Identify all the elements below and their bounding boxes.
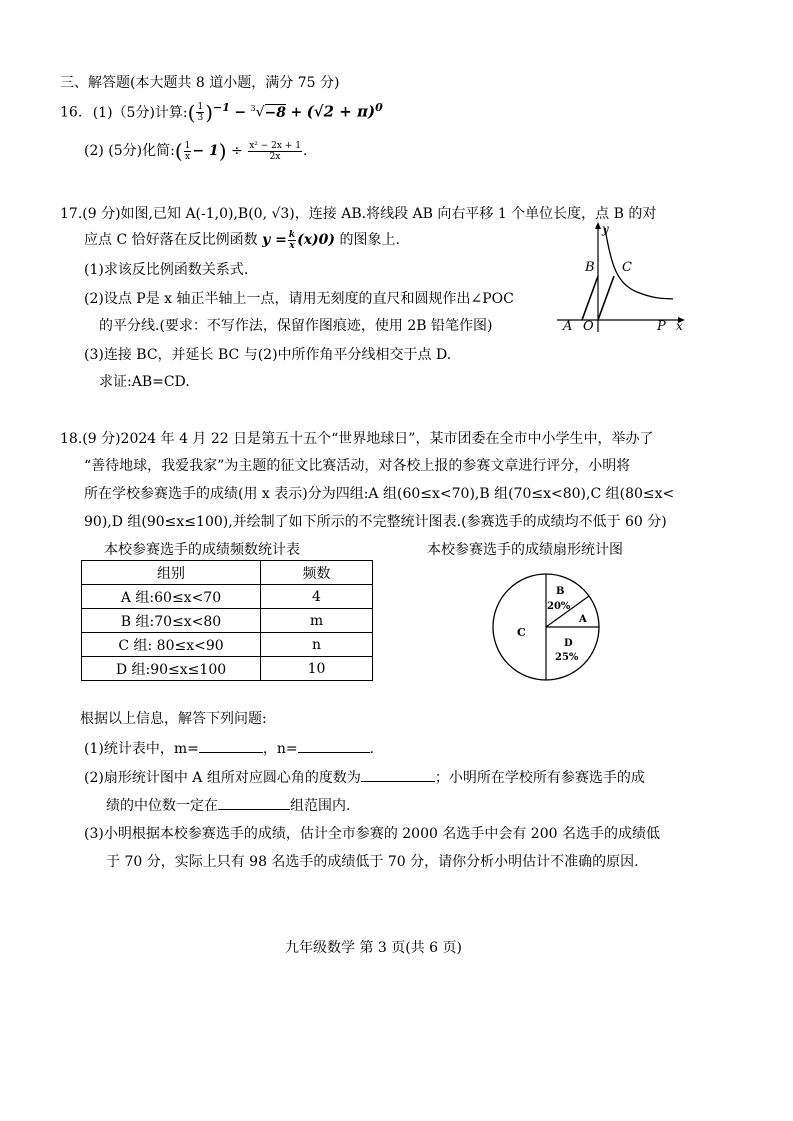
- pie-label-b-pct: 20%: [547, 601, 571, 612]
- q17-sub3a: (3)连接 BC，并延长 BC 与(2)中所作角平分线相交于点 D.: [84, 347, 452, 363]
- q18-line2: “善待地球，我爱我家”为主题的征文比赛活动，对各校上报的参赛文章进行评分，小明将: [84, 458, 631, 474]
- table-cell-group: A 组:60≤x<70: [82, 585, 261, 609]
- q17-sub2a: (2)设点 P是 x 轴正半轴上一点，请用无刻度的直尺和圆规作出∠POC: [84, 291, 514, 307]
- q18-answer3a: (3)小明根据本校参赛选手的成绩，估计全市参赛的 2000 名选手中会有 200 名选手的成绩低: [84, 826, 660, 842]
- q18-answer3b: 于 70 分，实际上只有 98 名选手的成绩低于 70 分，请你分析小明估计不准确的原因.: [106, 854, 639, 870]
- q16-root-index: 3: [250, 104, 256, 113]
- blank-median-group[interactable]: [218, 795, 290, 810]
- q16-p2-inner-num: 1: [184, 140, 191, 151]
- q17-figure: [555, 220, 695, 338]
- section-title: 三、解答题(本大题共 8 道小题，满分 75 分): [60, 75, 340, 91]
- q16-frac-den: 3: [197, 113, 204, 124]
- segment-oc: [598, 276, 614, 320]
- table-cell-frequency: m: [261, 609, 373, 633]
- q17-sub3b: 求证:AB=CD.: [99, 374, 190, 390]
- fig-label-a: A: [563, 319, 573, 334]
- table-header-group: 组别: [82, 561, 261, 585]
- table-cell-group: B 组:70≤x<80: [82, 609, 261, 633]
- q17-sub2b: 的平分线.(要求：不写作法，保留作图痕迹，使用 2B 铅笔作图): [99, 318, 493, 334]
- q16-p2-label: (2) (5分)化简:: [84, 143, 175, 159]
- q17-func-lhs: y =: [262, 232, 287, 248]
- q16-plus: +: [290, 104, 303, 121]
- fig-label-p: P: [657, 319, 666, 334]
- q16-part2: (2) (5分)化简:( $\frac{1}{x}$ − 1) ÷ $\frac{\text{x² − 2x + 1}}{2x}$ .: [84, 139, 308, 163]
- pie-label-a: A: [579, 614, 587, 625]
- table-row: [82, 633, 373, 657]
- pie-label-d: D: [564, 638, 573, 649]
- frequency-table: [81, 560, 373, 681]
- q18-a2-text: (2)扇形统计图中 A 组所对应圆心角的度数为: [84, 770, 361, 786]
- pie-label-d-pct: 25%: [555, 652, 579, 663]
- q18-a1-n-label: ，n=: [262, 741, 298, 757]
- q16-part1: 16. (1)（5分)计算:( $\frac{1}{3}$ )$^{-1} - ^3√-8 + (√2 + \pi)^0$: [60, 100, 383, 125]
- pie-chart: [490, 570, 610, 690]
- q18-intro: 根据以上信息，解答下列问题:: [80, 711, 267, 727]
- table-header-frequency: 频数: [261, 561, 373, 585]
- q16-p1-label: (1)（5分)计算:: [92, 104, 188, 121]
- q16-number: 16.: [60, 104, 83, 121]
- q16-radicand: −8: [264, 104, 287, 121]
- fig-label-y: y: [602, 222, 609, 236]
- q16-p2-inner-den: x: [184, 151, 191, 162]
- blank-angle[interactable]: [361, 767, 435, 782]
- q18-answer2b: [106, 795, 350, 816]
- q18-a2-text3: 绩的中位数一定在: [106, 798, 218, 814]
- page-footer: 九年级数学 第 3 页(共 6 页): [285, 940, 462, 956]
- q16-exp2: 0: [375, 101, 383, 114]
- q17-line2-text: 应点 C 恰好落在反比例函数: [84, 232, 258, 248]
- q16-p2-end: .: [302, 143, 308, 159]
- q16-paren-content: (√2 + π): [306, 102, 376, 121]
- table-row: [82, 657, 373, 681]
- q18-line3: 所在学校参赛选手的成绩(用 x 表示)分为四组:A 组(60≤x<70),B 组(70≤x<80),C 组(80≤x<: [84, 486, 675, 502]
- q16-p2-inner-rest: − 1: [192, 143, 219, 159]
- q16-exp: −1: [213, 101, 230, 114]
- table-cell-frequency: 10: [261, 657, 373, 681]
- q18-a2-text2: ；小明所在学校所有参赛选手的成: [434, 770, 645, 786]
- pie-title: 本校参赛选手的成绩扇形统计图: [427, 542, 623, 558]
- q18-answer1: [84, 738, 374, 759]
- blank-m[interactable]: [199, 738, 263, 753]
- q16-minus: −: [234, 104, 247, 121]
- blank-n[interactable]: [298, 738, 370, 753]
- q17-func-cond: (x)0): [297, 232, 336, 248]
- table-row: [82, 609, 373, 633]
- q17-sub1: (1)求该反比例函数关系式.: [84, 262, 249, 278]
- table-cell-frequency: n: [261, 633, 373, 657]
- q18-line1: 18.(9 分)2024 年 4 月 22 日是第五十五个“世界地球日”，某市团委在全市中小学生中，举办了: [60, 431, 654, 447]
- segment-ab: [582, 276, 598, 320]
- q18-a2-text4: 组范围内.: [290, 798, 351, 814]
- fig-label-c: C: [622, 260, 632, 275]
- q17-line1: 17.(9 分)如图,已知 A(-1,0),B(0, √3)，连接 AB.将线段 AB 向右平移 1 个单位长度，点 B 的对: [60, 206, 657, 222]
- q17-line2-end: 的图象上.: [339, 232, 400, 248]
- table-header-row: [82, 561, 373, 585]
- fig-label-o: O: [583, 319, 594, 334]
- q16-p2-frac-den: 2x: [269, 151, 281, 162]
- table-cell-group: D 组:90≤x≤100: [82, 657, 261, 681]
- q17-func-k: k: [288, 229, 296, 240]
- q16-p2-div: ÷: [231, 143, 243, 159]
- q18-answer2: [84, 767, 645, 788]
- fig-label-x: x: [676, 319, 683, 333]
- table-cell-frequency: 4: [261, 585, 373, 609]
- table-row: [82, 585, 373, 609]
- q18-a1-m-label: (1)统计表中，m=: [84, 741, 199, 757]
- q16-p2-frac-num: x² − 2x + 1: [249, 140, 301, 151]
- y-axis-arrow: [595, 222, 601, 229]
- fig-label-b: B: [585, 260, 595, 275]
- q17-func-x: x: [289, 240, 295, 251]
- pie-label-c: C: [517, 626, 526, 639]
- hyperbola-curve: [605, 228, 673, 299]
- q17-line2: [84, 226, 400, 254]
- table-title: 本校参赛选手的成绩频数统计表: [104, 542, 300, 558]
- table-cell-group: C 组: 80≤x<90: [82, 633, 261, 657]
- q18-a1-end: .: [369, 741, 375, 757]
- q16-frac-num: 1: [197, 102, 204, 113]
- pie-label-b: B: [556, 586, 565, 597]
- q18-line4: 90),D 组(90≤x≤100),并绘制了如下所示的不完整统计图表.(参赛选手的成绩均不低于 60 分): [84, 514, 667, 530]
